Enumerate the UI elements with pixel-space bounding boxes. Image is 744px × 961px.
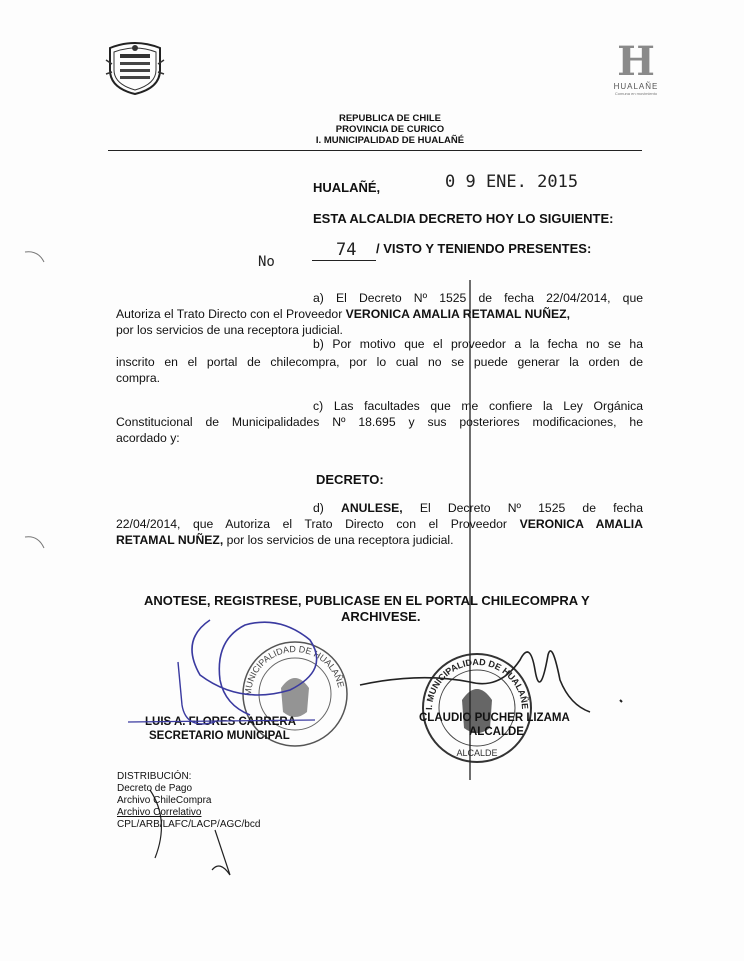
clause-d-text3: por los servicios de una receptora judicial. — [223, 533, 454, 547]
clause-a-line1: a) El Decreto Nº 1525 de fecha 22/04/2014, que — [313, 291, 643, 305]
clause-d-line3 — [116, 532, 454, 549]
clause-a-line2 — [116, 306, 646, 323]
clause-b-line2: inscrito en el portal de chilecompra, por lo cual no se puede generar la orden de — [116, 355, 643, 369]
clause-d-marker: d) — [313, 501, 342, 515]
visto-heading: / VISTO Y TENIENDO PRESENTES: — [376, 241, 592, 256]
header-municipality: I. MUNICIPALIDAD DE HUALAÑÉ — [315, 135, 465, 146]
decreto-title: DECRETO: — [316, 472, 384, 487]
mayor-title: ALCALDE — [469, 726, 524, 738]
decree-number: 74 — [336, 240, 357, 260]
hualane-logo — [606, 38, 666, 96]
clause-b-line3: compra. — [116, 371, 161, 385]
provider-name-2: VERONICA AMALIA — [519, 517, 643, 531]
dateline-place: HUALAÑÉ, — [313, 180, 381, 195]
date-stamp: 0 9 ENE. 2015 — [445, 172, 579, 192]
anulese-word: ANULESE, — [341, 501, 403, 515]
distribution-item: Archivo ChileCompra — [117, 795, 212, 806]
clause-c-line2: Constitucional de Municipalidades Nº 18.695 y sus posteriores modificaciones, he — [116, 415, 643, 429]
clause-d-line2 — [116, 516, 643, 533]
decree-heading: ESTA ALCALDIA DECRETO HOY LO SIGUIENTE: — [313, 211, 614, 226]
header-province: PROVINCIA DE CURICO — [335, 124, 445, 135]
mayor-stamp-bottom: ALCALDE — [456, 748, 498, 758]
header-country: REPUBLICA DE CHILE — [338, 113, 442, 124]
clause-d-text2: 22/04/2014, que Autoriza el Trato Directo con el Proveedor — [116, 517, 520, 531]
logo-letter: H — [617, 38, 655, 85]
mayor-name: CLAUDIO PUCHER LIZAMA — [419, 712, 570, 724]
provider-surname: RETAMAL NUÑEZ, — [116, 533, 224, 547]
distribution-item: Decreto de Pago — [117, 783, 193, 794]
clause-b-line1: b) Por motivo que el proveedor a la fecha no se ha — [313, 337, 643, 351]
distribution-item: Archivo Correlativo — [117, 807, 202, 818]
header-divider — [108, 150, 642, 151]
closing-line2: ARCHIVESE. — [341, 609, 421, 624]
clause-d-text: El Decreto Nº 1525 de fecha — [402, 501, 643, 515]
clause-a-text: Autoriza el Trato Directo con el Proveedor — [116, 307, 346, 321]
coat-of-arms-icon — [104, 40, 166, 96]
clause-a-line3: por los servicios de una receptora judicial. — [116, 323, 343, 337]
logo-tagline: Comuna en movimiento — [614, 91, 658, 96]
mayor-stamp-text: I. MUNICIPALIDAD DE HUALAÑE — [423, 656, 531, 711]
secretary-title: SECRETARIO MUNICIPAL — [149, 730, 290, 742]
number-prefix: No — [258, 254, 275, 270]
mayor-stamp — [418, 650, 536, 765]
secretary-stamp-text: MUNICIPALIDAD DE HUALAÑE — [242, 643, 347, 697]
provider-name: VERONICA AMALIA RETAMAL NUÑEZ, — [345, 307, 570, 321]
number-field — [312, 238, 376, 261]
logo-name: HUALAÑE — [613, 82, 659, 91]
distribution-title: DISTRIBUCIÓN: — [117, 771, 192, 782]
closing-line1: ANOTESE, REGISTRESE, PUBLICASE EN EL PORTAL CHILECOMPRA Y — [144, 593, 590, 608]
clause-c-line1: c) Las facultades que me confiere la Ley Orgánica — [313, 399, 643, 413]
clause-c-line3: acordado y: — [116, 431, 180, 445]
distribution-item: CPL/ARB/LAFC/LACP/AGC/bcd — [117, 819, 261, 830]
secretary-name: LUIS A. FLORES CABRERA — [145, 716, 296, 728]
clause-d-line1 — [313, 500, 643, 517]
